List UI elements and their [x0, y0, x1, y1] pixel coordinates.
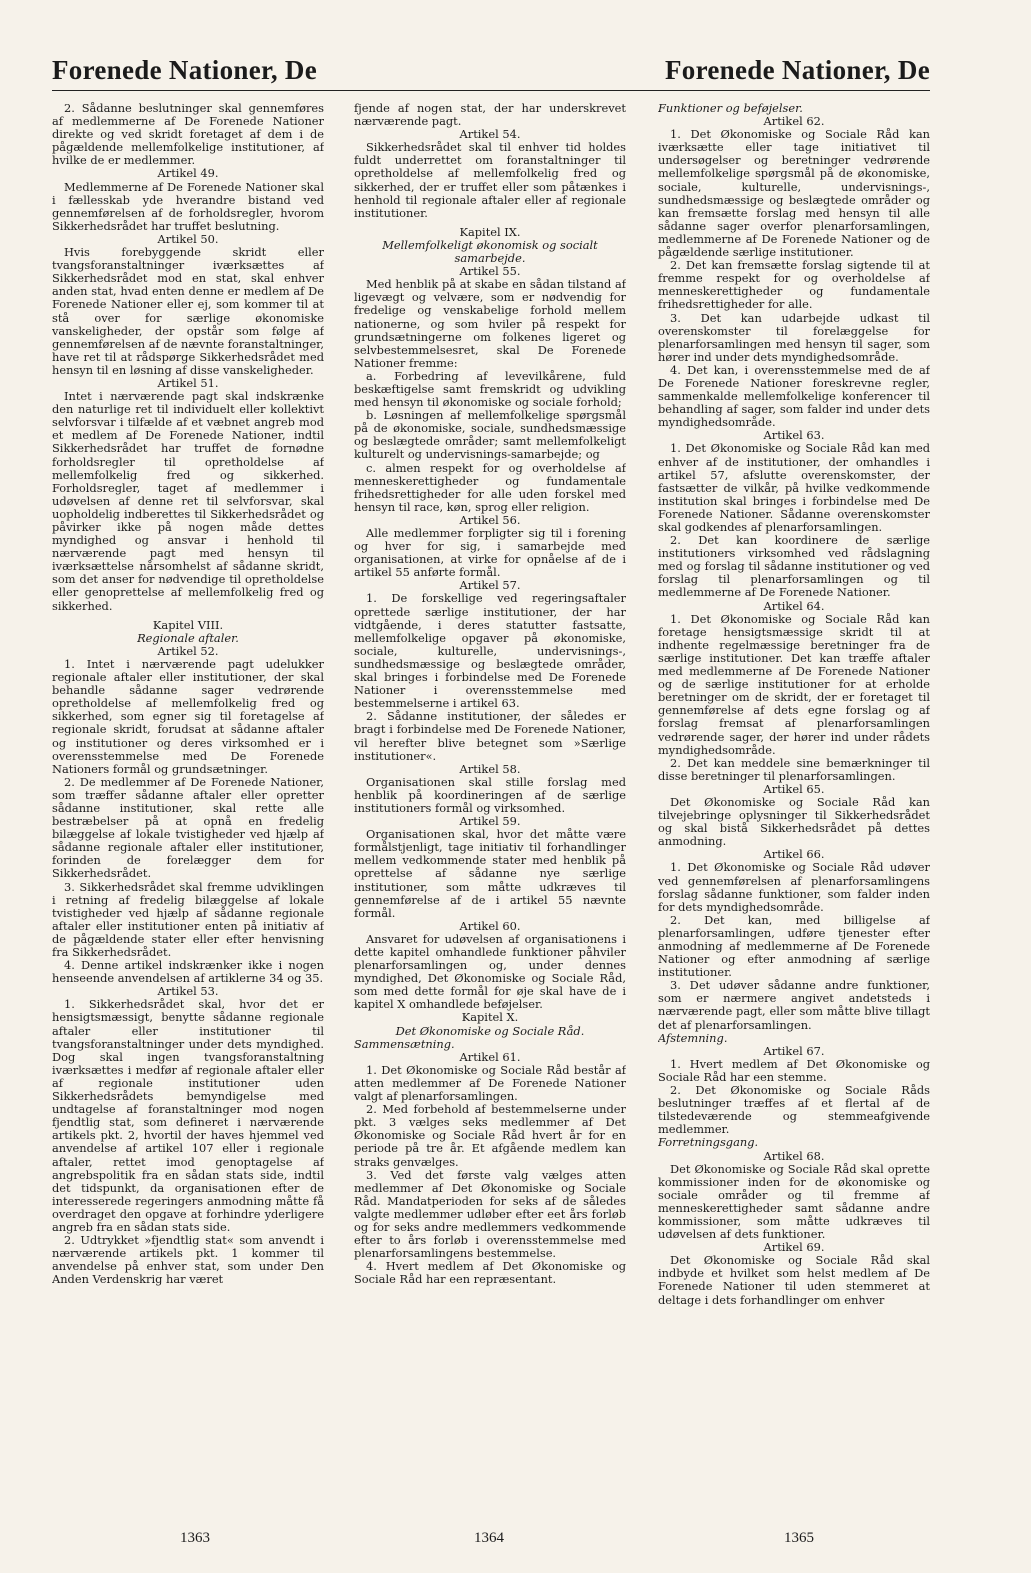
paragraph: 4. Denne artikel indskrænker ikke i nogen henseende anvendelsen af artiklerne 34 og 35.	[52, 958, 324, 986]
article-heading: Artikel 55.	[459, 264, 521, 279]
paragraph: 2. Udtrykket »fjendtlig stat« som anvendt i nærværende artikels pkt. 1 kommer til anvendelse på enhver stat, som under Den Anden Verdenskrig har været	[52, 1233, 324, 1287]
paragraph: 3. Sikkerhedsrådet skal fremme udviklingen i retning af fredelig bilæggelse af lokale tvistigheder ved hjælp af sådanne regionale aftaler eller institutioner enten på initiativ af de pågældende stater eller efter henvisning fra Sikkerhedsrådet.	[52, 879, 324, 959]
paragraph: 1. Det Økonomiske og Sociale Råd kan med enhver af de institutioner, der omhandles i artikel 57, afslutte overenskomster, der fastsætter de vilkår, på hvilke vedkommende institution skal bringes i forbindelse med De Forenede Nationer. Sådanne overenskomster skal godkendes af plenarforsamlingen.	[658, 441, 930, 534]
page-number-1363: 1363	[180, 1530, 210, 1546]
article-heading: Artikel 68.	[763, 1148, 825, 1163]
article-heading: Artikel 69.	[763, 1240, 825, 1255]
paragraph: 2. Det kan fremsætte forslag sigtende til at fremme respekt for og overholdelse af menneskerettigheder og fundamentale frihedsrettigheder for alle.	[658, 258, 930, 312]
paragraph: Organisationen skal stille forslag med henblik på koordineringen af de særlige institutioners formål og virksomhed.	[354, 774, 626, 815]
paragraph: a. Forbedring af levevilkårene, fuld beskæftigelse samt fremskridt og udvikling med hensyn til økonomiske og sociale forhold;	[354, 368, 626, 410]
header-right-title: Forenede Nationer, De	[664, 55, 930, 85]
section-subtitle: Mellemfolkeligt økonomisk og socialt samarbejde.	[382, 237, 598, 266]
column-3	[658, 102, 930, 1522]
article-heading: Artikel 56.	[459, 512, 521, 527]
paragraph: c. almen respekt for og overholdelse af menneskerettigheder og fundamentale frihedsrettigheder for alle uden forskel med hensyn til race, køn, sprog eller religion.	[354, 460, 626, 514]
paragraph: b. Løsningen af mellemfolkelige spørgsmål på de økonomiske, sociale, sundhedsmæssige og beslægtede områder; samt mellemfolkeligt kulturelt og undervisnings-samarbejde; og	[354, 408, 626, 462]
paragraph: Organisationen skal, hvor det måtte være formålstjenligt, tage initiativ til forhandlinger mellem vedkommende stater med henblik på oprettelse af sådanne nye særlige institutioner, som måtte udkræves til gennemførelse af de i artikel 55 nævnte formål.	[354, 827, 626, 920]
header-left-title: Forenede Nationer, De	[52, 55, 318, 85]
paragraph: Hvis forebyggende skridt eller tvangsforanstaltninger iværksættes af Sikkerhedsrådet mod en stat, skal enhver anden stat, hvad enten denne er medlem af De Forenede Nationer eller ej, som kommer til at stå over for særlige økonomiske vanskeligheder, der opstår som følge af gennemførelsen af de nævnte foranstaltninger, have ret til at rådspørge Sikkerhedsrådet med hensyn til en løsning af disse vanskeligheder.	[52, 245, 324, 377]
section-subtitle: Regionale aftaler.	[137, 630, 239, 645]
paragraph: Medlemmerne af De Forenede Nationer skal i fællesskab yde hverandre bistand ved gennemførelsen af de forholdsregler, hvorom Sikkerhedsrådet har truffet beslutning.	[52, 179, 324, 233]
subsection-label: Sammensætning.	[354, 1036, 455, 1051]
paragraph: 1. De forskellige ved regeringsaftaler oprettede særlige institutioner, der har vidtgående, i deres statutter fastsatte, mellemfolkelige opgaver på økonomiske, sociale, kulturelle, undervisnings-, sundhedsmæssige og beslægtede områder, skal bringes i forbindelse med De Forenede Nationer i overensstemmelse med bestemmelserne i artikel 63.	[354, 591, 626, 711]
column-1	[52, 102, 324, 1522]
article-heading: Artikel 54.	[459, 127, 521, 142]
paragraph: 1. Det Økonomiske og Sociale Råd kan iværksætte eller tage initiativet til undersøgelser og beretninger vedrørende mellemfolkelige spørgsmål på de økonomiske, sociale, kulturelle, undervisnings-, sundhedsmæssige og beslægtede områder og kan fremsætte forslag med hensyn til alle sådanne sager overfor plenarforsamlingen, medlemmerne af De Forenede Nationer og de pågældende særlige institutioner.	[658, 127, 930, 260]
paragraph: 3. Ved det første valg vælges atten medlemmer af Det Økonomiske og Sociale Råd. Mandatperioden for seks af de således valgte medlemmer udløber efter eet års forløb og for seks andre medlemmers vedkommende efter to års forløb i overensstemmelse med plenarforsamlingens bestemmelse.	[354, 1167, 626, 1261]
paragraph: 4. Hvert medlem af Det Økonomiske og Sociale Råd har een repræsentant.	[354, 1259, 626, 1287]
paragraph: Ansvaret for udøvelsen af organisationens i dette kapitel omhandlede funktioner påhviler plenarforsamlingen og, under dennes myndighed, Det Økonomiske og Sociale Råd, som med dette formål for øje skal have de i kapitel X omhandlede beføjelser.	[354, 931, 626, 1012]
paragraph: Intet i nærværende pagt skal indskrænke den naturlige ret til individuelt eller kollektivt selvforsvar i tilfælde af et væbnet angreb mod et medlem af De Forenede Nationer, indtil Sikkerhedsrådet har truffet de fornødne forholdsregler til opretholdelse af mellemfolkelig fred og sikkerhed. Forholdsregler, taget af medlemmer i udøvelsen af denne ret til selvforsvar, skal uopholdelig indberettes til Sikkerhedsrådet og påvirker ikke på nogen måde dettes myndighed og ansvar i henhold til nærværende pagt med hensyn til iværksættelse nårsomhelst af sådanne skridt, som det anser for nødvendige til opretholdelse eller genoprettelse af mellemfolkelig fred og sikkerhed.	[52, 389, 324, 613]
article-heading: Artikel 53.	[157, 984, 219, 999]
paragraph: Det Økonomiske og Sociale Råd skal indbyde et hvilket som helst medlem af De Forenede Nationer til uden stemmeret at deltage i dets forhandlinger om enhver	[658, 1253, 930, 1307]
section-subtitle: Det Økonomiske og Sociale Råd.	[395, 1023, 585, 1038]
paragraph: Alle medlemmer forpligter sig til i forening og hver for sig, i samarbejde med organisationen, at virke for opnåelse af de i artikel 55 anførte formål.	[354, 526, 626, 580]
page-number-1365: 1365	[784, 1530, 814, 1546]
paragraph: 2. Det kan koordinere de særlige institutioners virksomhed ved rådslagning med og forslag til sådanne institutioner og ved forslag til plenarforsamlingen og til medlemmerne af De Forenede Nationer.	[658, 533, 930, 600]
paragraph: Det Økonomiske og Sociale Råd kan tilvejebringe oplysninger til Sikkerhedsrådet og skal bistå Sikkerhedsrådet på dettes anmodning.	[658, 794, 930, 849]
paragraph: 1. Det Økonomiske og Sociale Råd kan foretage hensigtsmæssige skridt til at indhente regelmæssige beretninger fra de særlige institutioner. Det kan træffe aftaler med medlemmerne af De Forenede Nationer og de særlige institutioner for at erholde beretninger om de skridt, der er foretaget til gennemførelse af dets egne forslag og af forslag fremsat af plenarforsamlingen vedrørende sager, der hører ind under rådets myndighedsområde.	[658, 611, 930, 757]
article-heading: Artikel 61.	[459, 1049, 521, 1064]
paragraph: Sikkerhedsrådet skal til enhver tid holdes fuldt underrettet om foranstaltninger til opretholdelse af mellemfolkelig fred og sikkerhed, der er truffet eller som påtænkes i henhold til regionale aftaler eller af regionale institutioner.	[354, 140, 626, 220]
article-heading: Artikel 67.	[763, 1043, 825, 1058]
paragraph: 1. Sikkerhedsrådet skal, hvor det er hensigtsmæssigt, benytte sådanne regionale aftaler eller institutioner til tvangsforanstaltninger under dets myndighed. Dog skal ingen tvangsforanstaltning iværksættes i medfør af regionale aftaler eller af regionale institutioner uden Sikkerhedsrådets bemyndigelse med undtagelse af foranstaltninger mod nogen fjendtlig stat, som defineret i nærværende artikels pkt. 2, hvortil der haves hjemmel ved anvendelse af artikel 107 eller i regionale aftaler, rettet imod genoptagelse af angrebspolitik fra en sådan stats side, indtil det tidspunkt, da organisationen efter de interesserede regeringers anmodning måtte få overdraget den opgave at forhindre yderligere angreb fra en sådan stats side.	[52, 997, 324, 1234]
paragraph: 2. Det Økonomiske og Sociale Råds beslutninger træffes af et flertal af de tilstedeværende og stemmeafgivende medlemmer.	[658, 1083, 930, 1137]
article-heading: Artikel 63.	[763, 428, 825, 443]
article-heading: Artikel 62.	[763, 114, 825, 129]
paragraph: Med henblik på at skabe en sådan tilstand af ligevægt og velvære, som er nødvendig for fredelige og venskabelige forhold mellem nationerne, og som hviler på respekt for grundsætningerne om folkenes ligeret og selvbestemmelsesret, skal De Forenede Nationer fremme:	[354, 277, 626, 370]
paragraph: 1. Hvert medlem af Det Økonomiske og Sociale Råd har een stemme.	[658, 1056, 930, 1084]
article-heading: Artikel 52.	[157, 643, 219, 658]
article-heading: Artikel 49.	[157, 166, 219, 181]
article-heading: Artikel 60.	[459, 918, 521, 933]
article-heading: Artikel 59.	[459, 814, 521, 829]
subsection-label: Afstemning.	[658, 1030, 728, 1045]
article-heading: Kapitel X.	[461, 1010, 519, 1025]
paragraph: 1. Intet i nærværende pagt udelukker regionale aftaler eller institutioner, der skal behandle sådanne sager vedrørende opretholdelse af mellemfolkelig fred og sikkerhed, som egner sig til foretagelse af regionale skridt, forudsat at sådanne aftaler og institutioner og deres virksomhed er i overensstemmelse med De Forenede Nationers formål og grundsætninger.	[52, 656, 324, 776]
paragraph: 3. Det udøver sådanne andre funktioner, som er nærmere angivet andetsteds i nærværende pagt, eller som måtte blive tillagt det af plenarforsamlingen.	[658, 978, 930, 1032]
article-heading: Artikel 65.	[763, 781, 825, 796]
paragraph: 1. Det Økonomiske og Sociale Råd udøver ved gennemførelsen af plenarforsamlingens forslag sådanne funktioner, som falder inden for dets myndighedsområde.	[658, 860, 930, 914]
subsection-label: Forretningsgang.	[658, 1135, 759, 1150]
paragraph: 4. Det kan, i overensstemmelse med de af De Forenede Nationer foreskrevne regler, sammenkalde mellemfolkelige konferencer til behandling af sager, som falder ind under dets myndighedsområde.	[658, 362, 930, 430]
paragraph: 2. Sådanne beslutninger skal gennemføres af medlemmerne af De Forenede Nationer direkte og ved skridt foretaget af dem i de pågældende mellemfolkelige institutioner, af hvilke de er medlemmer.	[52, 102, 324, 168]
running-header	[52, 46, 930, 91]
column-2	[354, 102, 626, 1522]
text-columns	[52, 102, 930, 1522]
paragraph: 2. Det kan, med billigelse af plenarforsamlingen, udføre tjenester efter anmodning af medlemmerne af De Forenede Nationer og efter anmodning af særlige institutioner.	[658, 912, 930, 980]
article-heading: Artikel 50.	[157, 231, 219, 246]
paragraph: 2. Det kan meddele sine bemærkninger til disse beretninger til plenarforsamlingen.	[658, 755, 930, 783]
article-heading: Artikel 57.	[459, 578, 521, 593]
article-heading: Artikel 64.	[763, 598, 825, 613]
article-heading: Artikel 51.	[157, 375, 219, 390]
paragraph: 3. Det kan udarbejde udkast til overenskomster til forelæggelse for plenarforsamlingen med hensyn til sager, som hører ind under dets myndighedsområde.	[658, 310, 930, 364]
paragraph: fjende af nogen stat, der har underskrevet nærværende pagt.	[354, 102, 626, 129]
page-number-1364: 1364	[474, 1530, 504, 1546]
paragraph: Det Økonomiske og Sociale Råd skal oprette kommissioner inden for de økonomiske og sociale områder og til fremme af menneskerettigheder samt sådanne andre kommissioner, som måtte udkræves til udøvelsen af dets funktioner.	[658, 1161, 930, 1242]
article-heading: Artikel 58.	[459, 761, 521, 776]
article-heading: Kapitel VIII.	[152, 617, 224, 632]
paragraph: 1. Det Økonomiske og Sociale Råd består af atten medlemmer af De Forenede Nationer valgt af plenarforsamlingen.	[354, 1062, 626, 1104]
paragraph: 2. De medlemmer af De Forenede Nationer, som træffer sådanne aftaler eller opretter sådanne institutioner, skal rette alle bestræbelser på at opnå en fredelig bilæggelse af lokale tvistigheder ved hjælp af sådanne regionale aftaler eller institutioner, forinden de forelægger dem for Sikkerhedsrådet.	[52, 774, 324, 881]
subsection-label: Funktioner og beføjelser.	[658, 102, 803, 115]
paragraph: 2. Med forbehold af bestemmelserne under pkt. 3 vælges seks medlemmer af Det Økonomiske og Sociale Råd hvert år for en periode på tre år. Et afgående medlem kan straks genvælges.	[354, 1102, 626, 1169]
article-heading: Artikel 66.	[763, 847, 825, 862]
paragraph: 2. Sådanne institutioner, der således er bragt i forbindelse med De Forenede Nationer, vil herefter blive betegnet som »Særlige institutioner«.	[354, 709, 626, 763]
article-heading: Kapitel IX.	[459, 224, 521, 239]
